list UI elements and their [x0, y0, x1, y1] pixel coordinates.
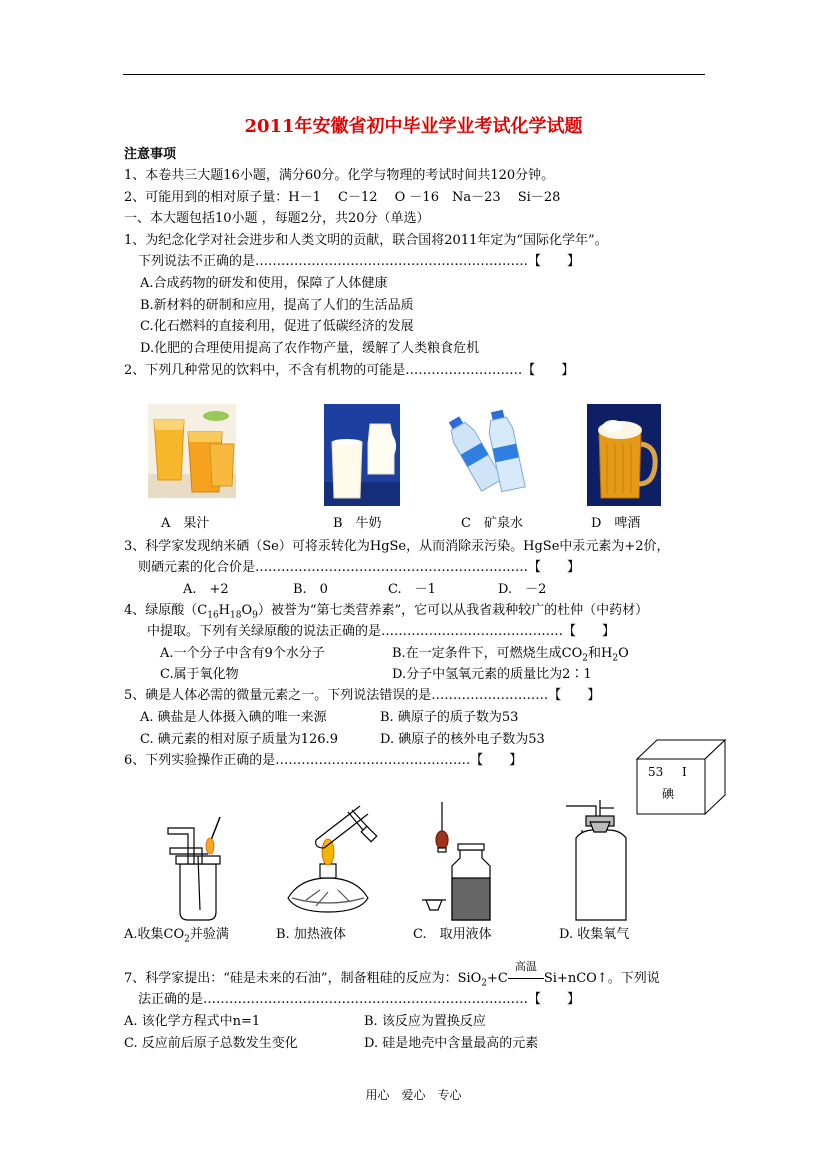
dropper-bottle-c: [422, 802, 490, 920]
q5-option-b: B. 碘原子的质子数为53: [380, 710, 519, 725]
note-2: 2、可能用到的相对原子量：H－1 C－12 O －16 Na－23 Si－28: [124, 190, 561, 205]
q4-option-c: C.属于氧化物: [160, 667, 239, 682]
burning-splint: [206, 817, 220, 854]
q1-option-d: D.化肥的合理使用提高了农作物产量，缓解了人类粮食危机: [140, 341, 480, 356]
mineral-water-image: [444, 404, 536, 494]
reaction-arrow-line: [508, 978, 544, 979]
q5-option-a: A. 碘盐是人体摄入碘的唯一来源: [140, 710, 327, 725]
q4-stem: 4、绿原酸$(C_{16}H_{18}O_9)$被誉为“第七类营养素”，它可以从我省栽种较广的杜仲（中药材）: [124, 603, 649, 621]
note-1: 1、本卷共三大题16小题，满分60分。化学与物理的考试时间共120分钟。: [124, 168, 555, 183]
page-title: 2011年安徽省初中毕业学业考试化学试题: [244, 116, 583, 137]
q5-option-d: D. 碘原子的核外电子数为53: [380, 732, 545, 747]
q3-option-b: B. 0: [293, 582, 328, 597]
milk-image: [324, 404, 400, 506]
q5-option-c: C. 碘元素的相对原子质量为126.9: [140, 732, 338, 747]
q7-stem: 7、科学家提出：“硅是未来的石油”，制备粗硅的反应为：SiO$_2$+C 高温 Si+nCO↑。下列说: [124, 960, 660, 989]
page-footer: 用心 爱心 专心: [365, 1088, 462, 1102]
reaction-condition: 高温: [514, 960, 537, 973]
q6-label-a: A.收集$CO_2$并验满: [124, 927, 229, 945]
q4-stem-2: 中提取。下列有关绿原酸的说法正确的是……………………………………【 】: [147, 624, 616, 639]
q1-option-c: C.化石燃料的直接利用，促进了低碳经济的发展: [140, 319, 414, 334]
q7-option-a: A. 该化学方程式中n=1: [124, 1014, 261, 1029]
q6-label-c: C. 取用液体: [413, 927, 492, 942]
q1-stem: 1、为纪念化学对社会进步和人类文明的贡献，联合国将2011年定为“国际化学年”。: [124, 233, 608, 248]
alcohol-lamp-b: [288, 806, 377, 912]
q4-option-d: D.分子中氢氧元素的质量比为2∶1: [392, 667, 592, 682]
q6-label-d: D. 收集氧气: [559, 927, 630, 942]
q1-option-b: B.新材料的研制和应用，提高了人们的生活品质: [140, 298, 414, 313]
q2-label-a: A 果汁: [161, 516, 210, 531]
gas-collection-bottle-d: [566, 800, 626, 920]
q1-option-a: A.合成药物的研发和使用，保障了人体健康: [140, 276, 388, 291]
q2-label-d: D 啤酒: [591, 516, 641, 531]
iodine-name: 碘: [662, 787, 675, 801]
q3-option-c: C. －1: [388, 582, 436, 597]
q6-stem: 6、下列实验操作正确的是………………………………………【 】: [124, 753, 523, 768]
q5-stem: 5、碘是人体必需的微量元素之一。下列说法错误的是………………………【 】: [124, 688, 601, 703]
q7-stem-2: 法正确的是…………………………………………………………………【 】: [138, 992, 581, 1007]
q3-stem-2: 则硒元素的化合价是………………………………………………………【 】: [138, 560, 581, 575]
q7-option-d: D. 硅是地壳中含量最高的元素: [364, 1036, 539, 1051]
iodine-symbol: I: [682, 765, 687, 779]
q2-label-c: C 矿泉水: [461, 516, 523, 531]
beer-image: [587, 404, 661, 506]
q1-stem-2: 下列说法不正确的是………………………………………………………【 】: [138, 254, 581, 269]
q6-label-b: B. 加热液体: [276, 927, 346, 942]
q2-stem: 2、下列几种常见的饮料中，不含有机物的可能是………………………【 】: [124, 363, 575, 378]
header-rule: [123, 74, 705, 75]
q4-option-a: A.一个分子中含有9个水分子: [160, 646, 325, 661]
q3-stem: 3、科学家发现纳米硒（Se）可将汞转化为HgSe，从而消除汞污染。HgSe中汞元素为+2价，: [124, 539, 670, 554]
q3-option-a: A. +2: [183, 582, 229, 597]
juice-image: [148, 404, 236, 498]
q2-label-b: B 牛奶: [333, 516, 382, 531]
q4-option-b: B.在一定条件下，可燃烧生成$CO_2$和$H_2O$: [392, 646, 629, 664]
q3-option-d: D. －2: [498, 582, 547, 597]
q7-option-b: B. 该反应为置换反应: [364, 1014, 486, 1029]
section-heading: 一、本大题包括10小题 ，每题2分，共20分（单选）: [124, 211, 430, 226]
iodine-atomic-number: 53: [648, 765, 664, 779]
q7-option-c: C. 反应前后原子总数发生变化: [124, 1036, 298, 1051]
q6-apparatus-figure: [120, 792, 680, 927]
notes-heading: 注意事项: [124, 147, 177, 162]
